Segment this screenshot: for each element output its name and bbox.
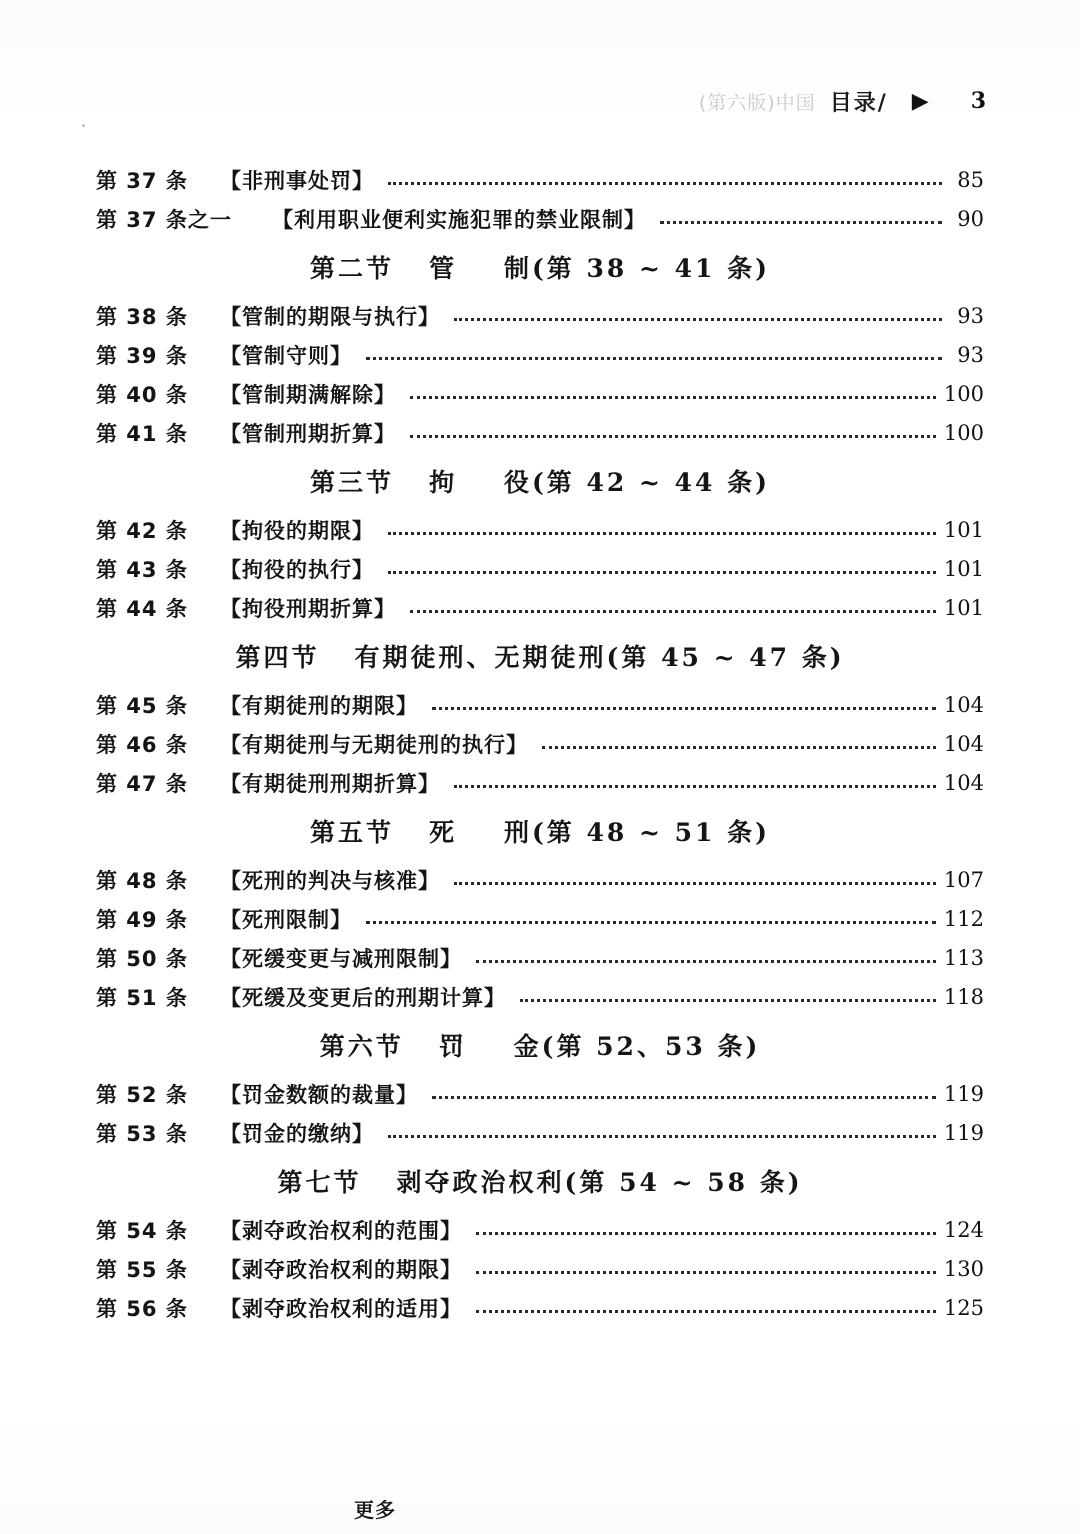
dot-leader [454,882,936,885]
toc-entry[interactable] [96,588,984,627]
page-reference: 104 [943,770,984,795]
article-topic: 【有期徒刑的期限】 [220,693,418,718]
toc-entry[interactable] [96,413,984,452]
article-topic: 【剥夺政治权利的范围】 [220,1218,462,1243]
section-heading: 第五节 死 刑(第 48 ~ 51 条) [310,818,770,847]
toc-section [96,160,984,238]
play-arrow-icon: ▶ [911,88,929,114]
article-topic: 【拘役刑期折算】 [220,596,396,621]
article-number: 第 49 条 [96,907,188,932]
page-reference: 118 [943,984,984,1009]
article-topic: 【有期徒刑刑期折算】 [220,771,440,796]
article-number: 第 43 条 [96,557,188,582]
page-reference: 100 [943,420,984,445]
toc-entry[interactable] [96,1074,984,1113]
page-reference: 113 [943,945,984,970]
article-topic: 【利用职业便利实施犯罪的禁业限制】 [272,207,646,232]
dot-leader [476,1271,936,1274]
table-of-contents [96,160,984,1327]
toc-entry[interactable] [96,763,984,802]
toc-entry[interactable] [96,1113,984,1152]
toc-entry[interactable] [96,938,984,977]
article-number: 第 38 条 [96,304,188,329]
article-topic: 【剥夺政治权利的适用】 [220,1296,462,1321]
toc-entry[interactable] [96,199,984,238]
article-topic: 【罚金的缴纳】 [220,1121,374,1146]
toc-entry[interactable] [96,724,984,763]
toc-entry[interactable] [96,1288,984,1327]
article-number: 第 51 条 [96,985,188,1010]
page-reference: 104 [943,731,984,756]
article-topic: 【非刑事处罚】 [220,168,374,193]
toc-section [96,1152,984,1327]
toc-section [96,802,984,1016]
toc-entry[interactable] [96,549,984,588]
dot-leader [476,1310,936,1313]
article-topic: 【死缓变更与减刑限制】 [220,946,462,971]
toc-entry[interactable] [96,1210,984,1249]
article-number: 第 40 条 [96,382,188,407]
running-header [699,84,986,118]
toc-entry[interactable] [96,899,984,938]
dot-leader [388,571,936,574]
dot-leader [476,1232,936,1235]
scan-speck [82,124,85,127]
header-page-number: 3 [970,88,986,114]
article-number: 第 41 条 [96,421,188,446]
article-number: 第 45 条 [96,693,188,718]
article-topic: 【管制的期限与执行】 [220,304,440,329]
article-topic: 【管制期满解除】 [220,382,396,407]
article-topic: 【管制刑期折算】 [220,421,396,446]
article-number: 第 53 条 [96,1121,188,1146]
article-topic: 【管制守则】 [220,343,352,368]
toc-entry[interactable] [96,860,984,899]
article-number: 第 55 条 [96,1257,188,1282]
toc-entry[interactable] [96,296,984,335]
toc-section [96,238,984,452]
page-reference: 101 [943,517,984,542]
page-reference: 125 [943,1295,984,1320]
page-reference: 130 [943,1256,984,1281]
section-heading: 第二节 管 制(第 38 ~ 41 条) [310,254,770,283]
toc-entry[interactable] [96,685,984,724]
dot-leader [432,707,936,710]
page-reference: 107 [943,867,984,892]
page-reference: 119 [943,1120,984,1145]
dot-leader [520,999,936,1002]
article-topic: 【剥夺政治权利的期限】 [220,1257,462,1282]
page-reference: 85 [957,167,984,192]
dot-leader [410,435,936,438]
page-reference: 112 [943,906,984,931]
page-reference: 93 [957,303,984,328]
article-number: 第 52 条 [96,1082,188,1107]
dot-leader [542,746,936,749]
page-reference: 93 [957,342,984,367]
header-faded-text: (第六版)中国 [698,91,816,114]
article-topic: 【拘役的执行】 [220,557,374,582]
section-heading: 第六节 罚 金(第 52、53 条) [319,1032,761,1061]
toc-entry[interactable] [96,1249,984,1288]
page-reference: 90 [957,206,984,231]
article-number: 第 37 条之一 [96,207,232,232]
dot-leader [454,318,942,321]
page-reference: 104 [943,692,984,717]
toc-entry[interactable] [96,160,984,199]
page-reference: 100 [943,381,984,406]
section-heading: 第三节 拘 役(第 42 ~ 44 条) [310,468,770,497]
dot-leader [388,182,942,185]
article-number: 第 50 条 [96,946,188,971]
toc-entry[interactable] [96,374,984,413]
article-number: 第 44 条 [96,596,188,621]
dot-leader [366,357,942,360]
more-link[interactable]: 更多 [354,1498,396,1522]
article-topic: 【死刑限制】 [220,907,352,932]
page-reference: 119 [943,1081,984,1106]
article-topic: 【死刑的判决与核准】 [220,868,440,893]
article-topic: 【罚金数额的裁量】 [220,1082,418,1107]
section-heading: 第七节 剥夺政治权利(第 54 ~ 58 条) [277,1168,803,1197]
toc-entry[interactable] [96,977,984,1016]
dot-leader [432,1096,936,1099]
article-topic: 【死缓及变更后的刑期计算】 [220,985,506,1010]
dot-leader [476,960,936,963]
article-number: 第 54 条 [96,1218,188,1243]
toc-section [96,627,984,802]
page-reference: 101 [943,556,984,581]
toc-section [96,452,984,627]
toc-entry[interactable] [96,510,984,549]
dot-leader [388,532,936,535]
dot-leader [388,1135,936,1138]
dot-leader [454,785,936,788]
article-topic: 【拘役的期限】 [220,518,374,543]
dot-leader [660,221,942,224]
article-number: 第 37 条 [96,168,188,193]
toc-section [96,1016,984,1152]
dot-leader [410,396,936,399]
page-reference: 101 [943,595,984,620]
article-topic: 【有期徒刑与无期徒刑的执行】 [220,732,528,757]
page-reference: 124 [943,1217,984,1242]
article-number: 第 42 条 [96,518,188,543]
article-number: 第 46 条 [96,732,188,757]
header-title: 目录/ [829,90,888,116]
section-heading: 第四节 有期徒刑、无期徒刑(第 45 ~ 47 条) [235,643,845,672]
dot-leader [366,921,936,924]
dot-leader [410,610,936,613]
article-number: 第 48 条 [96,868,188,893]
article-number: 第 56 条 [96,1296,188,1321]
toc-entry[interactable] [96,335,984,374]
article-number: 第 47 条 [96,771,188,796]
article-number: 第 39 条 [96,343,188,368]
